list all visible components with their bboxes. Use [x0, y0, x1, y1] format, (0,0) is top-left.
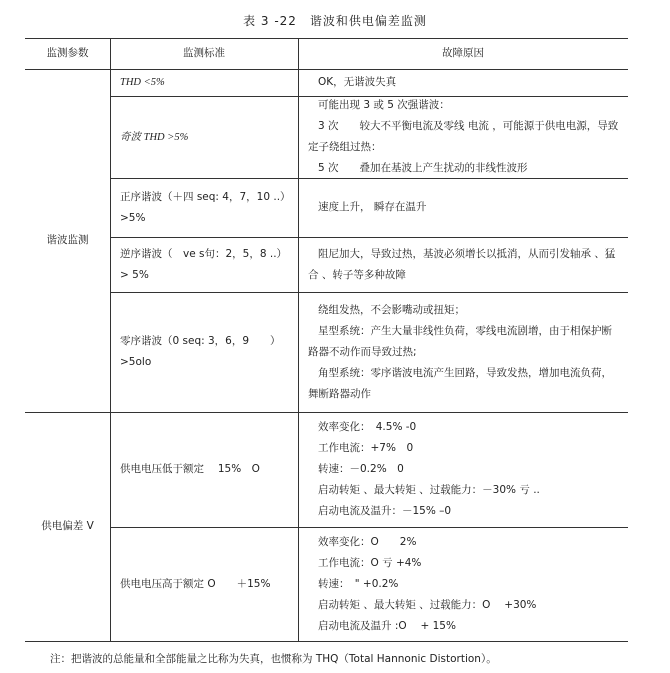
table-row-cause — [308, 69, 622, 96]
cause-line: 转速：－0.2% 0 — [318, 463, 404, 475]
header-cause: 故障原因 — [442, 47, 484, 59]
table-row-cause — [308, 412, 622, 527]
cause-line: 效率变化：O 2% — [318, 535, 417, 548]
cause-line: 启动转矩 、最大转矩 、过载能力：O +30% — [318, 598, 537, 611]
header-parameter: 监测参数 — [46, 47, 89, 59]
cause-line: 转速： " +0.2% — [318, 577, 399, 590]
cause-line: 星型系统：产生大量非线性负荷，零线电流剧增，由于相保护断路器不动作而导致过热; — [308, 324, 612, 358]
cause-line: 可能出现 3 或 5 次强谐波： — [318, 99, 450, 111]
table-row-standard: 零序谐波（0 seq: 3，6，9 ）>5olo — [120, 335, 281, 368]
table-row-cause — [308, 527, 622, 641]
table-row-standard: THD <5% — [120, 77, 165, 88]
table-row-standard: 供电电压低于额定 15% O — [120, 463, 260, 475]
table-row-cause — [308, 292, 622, 412]
cause-line: 5 次 叠加在基波上产生扰动的非线性波形 — [318, 162, 528, 174]
table-row-standard: 正序谐波（＋四 seq: 4，7，10 ..）>5% — [120, 190, 291, 224]
header-standard: 监测标准 — [183, 47, 225, 59]
footnote: 注：把谐波的总能量和全部能量之比称为失真，也惯称为 THQ（Total Hannonic Distortion）。 — [50, 653, 497, 665]
cause-line: 启动电流及温升 :O + 15% — [318, 619, 456, 632]
table-row-standard: 奇波 THD >5% — [120, 131, 189, 143]
cause-line: OK，无谐波失真 — [318, 76, 397, 88]
cause-line: 阻尼加大，导致过热，基波必须增长以抵消，从而引发轴承 、猛合 、转子等多种故障 — [308, 247, 616, 281]
cause-line: 工作电流：O 亏 +4% — [318, 556, 422, 569]
cause-line: 工作电流：+7% 0 — [318, 442, 414, 454]
table-row-cause — [308, 178, 622, 237]
table-row-cause — [308, 96, 622, 178]
cause-line: 绕组发热，不会影嘴动或扭矩； — [318, 303, 465, 316]
table-row-standard: 逆序谐波（ ve s句：2，5，8 ..）> 5% — [120, 247, 288, 281]
group-harmonic: 谐波监测 — [46, 234, 89, 246]
cause-line: 角型系统：零序谐波电流产生回路，导致发热，增加电流负荷， 舞断路器动作 — [308, 366, 612, 400]
cause-line: 速度上升， 瞬存在温升 — [318, 201, 427, 213]
cause-line: 效率变化： 4.5% -0 — [318, 421, 417, 433]
group-supply: 供电偏差 V — [41, 520, 94, 532]
cause-line: 启动电流及温升：－15% –0 — [318, 505, 452, 517]
cause-line: 启动转矩 、最大转矩 、过载能力：－30% 亏 .. — [318, 484, 540, 496]
table-title: 表 3 -22 谐波和供电偏差监测 — [243, 14, 427, 28]
table-row-standard: 供电电压高于额定 O ＋15% — [120, 577, 271, 590]
cause-line: 3 次 较大不平衡电流及零线 电流 ，可能源于供电电源，导致定子绕组过热： — [308, 120, 619, 153]
table-row-cause — [308, 237, 622, 292]
